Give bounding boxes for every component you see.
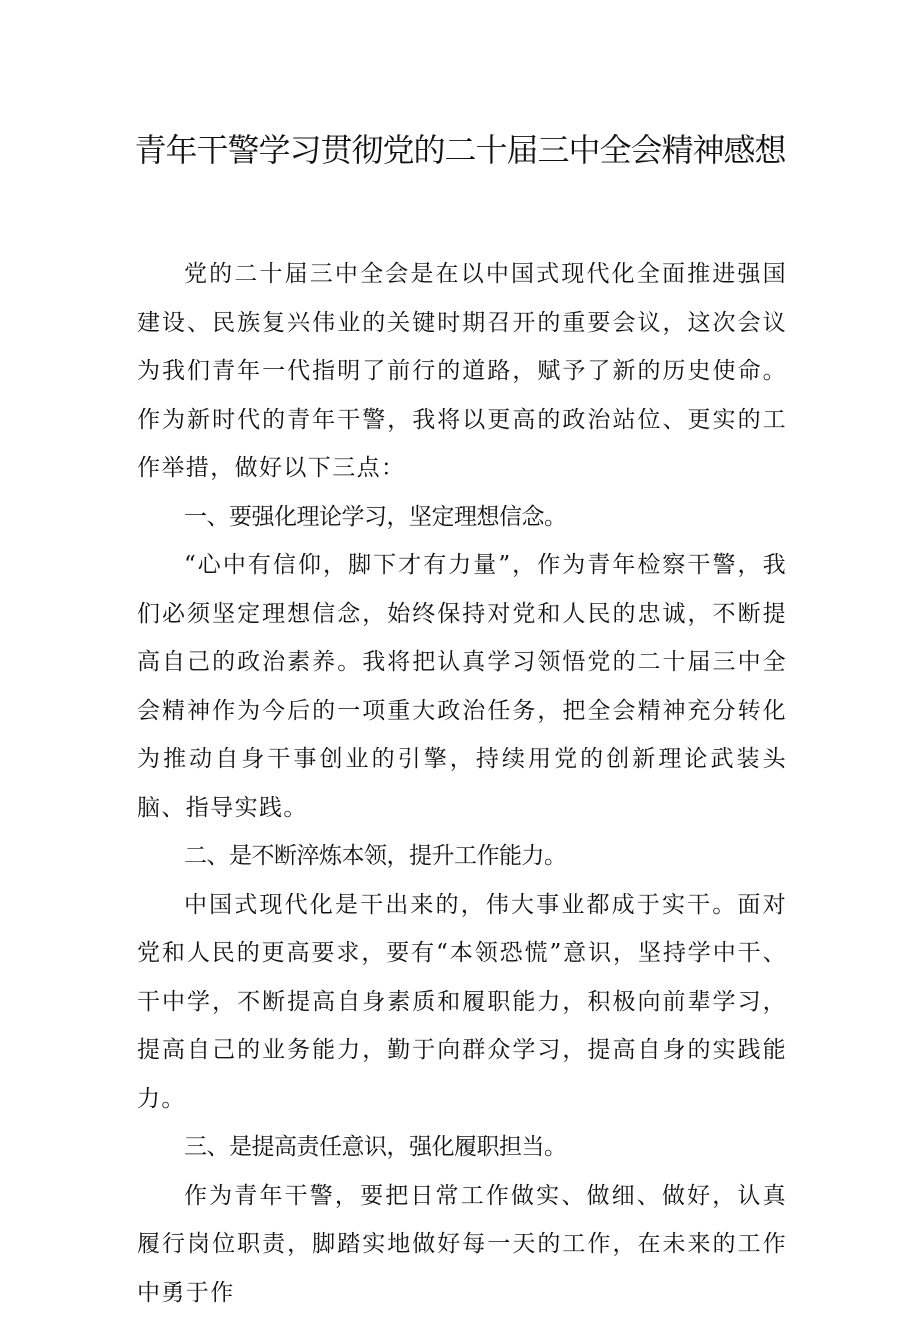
document-body (137, 250, 787, 1317)
section-heading-1: 一、要强化理论学习，坚定理想信念。 (137, 493, 787, 542)
section-paragraph-1: “心中有信仰，脚下才有力量”，作为青年检察干警，我们必须坚定理想信念，始终保持对党和人民的忠诚，不断提高自己的政治素养。我将把认真学习领悟党的二十届三中全会精神作为今后的一项重大政治任务，把全会精神充分转化为推动自身干事创业的引擎，持续用党的创新理论武装头脑、指导实践。 (137, 541, 787, 832)
section-paragraph-2: 中国式现代化是干出来的，伟大事业都成于实干。面对党和人民的更高要求，要有“本领恐慌”意识，坚持学中干、干中学，不断提高自身素质和履职能力，积极向前辈学习，提高自己的业务能力，勤于向群众学习，提高自身的实践能力。 (137, 881, 787, 1124)
document-title: 青年干警学习贯彻党的二十届三中全会精神感想 (120, 126, 800, 174)
intro-paragraph: 党的二十届三中全会是在以中国式现代化全面推进强国建设、民族复兴伟业的关键时期召开的重要会议，这次会议为我们青年一代指明了前行的道路，赋予了新的历史使命。作为新时代的青年干警，我将以更高的政治站位、更实的工作举措，做好以下三点： (137, 250, 787, 493)
section-heading-2: 二、是不断淬炼本领，提升工作能力。 (137, 832, 787, 881)
section-heading-3: 三、是提高责任意识，强化履职担当。 (137, 1123, 787, 1172)
section-paragraph-3: 作为青年干警，要把日常工作做实、做细、做好，认真履行岗位职责，脚踏实地做好每一天的工作，在未来的工作中勇于作 (137, 1172, 787, 1317)
